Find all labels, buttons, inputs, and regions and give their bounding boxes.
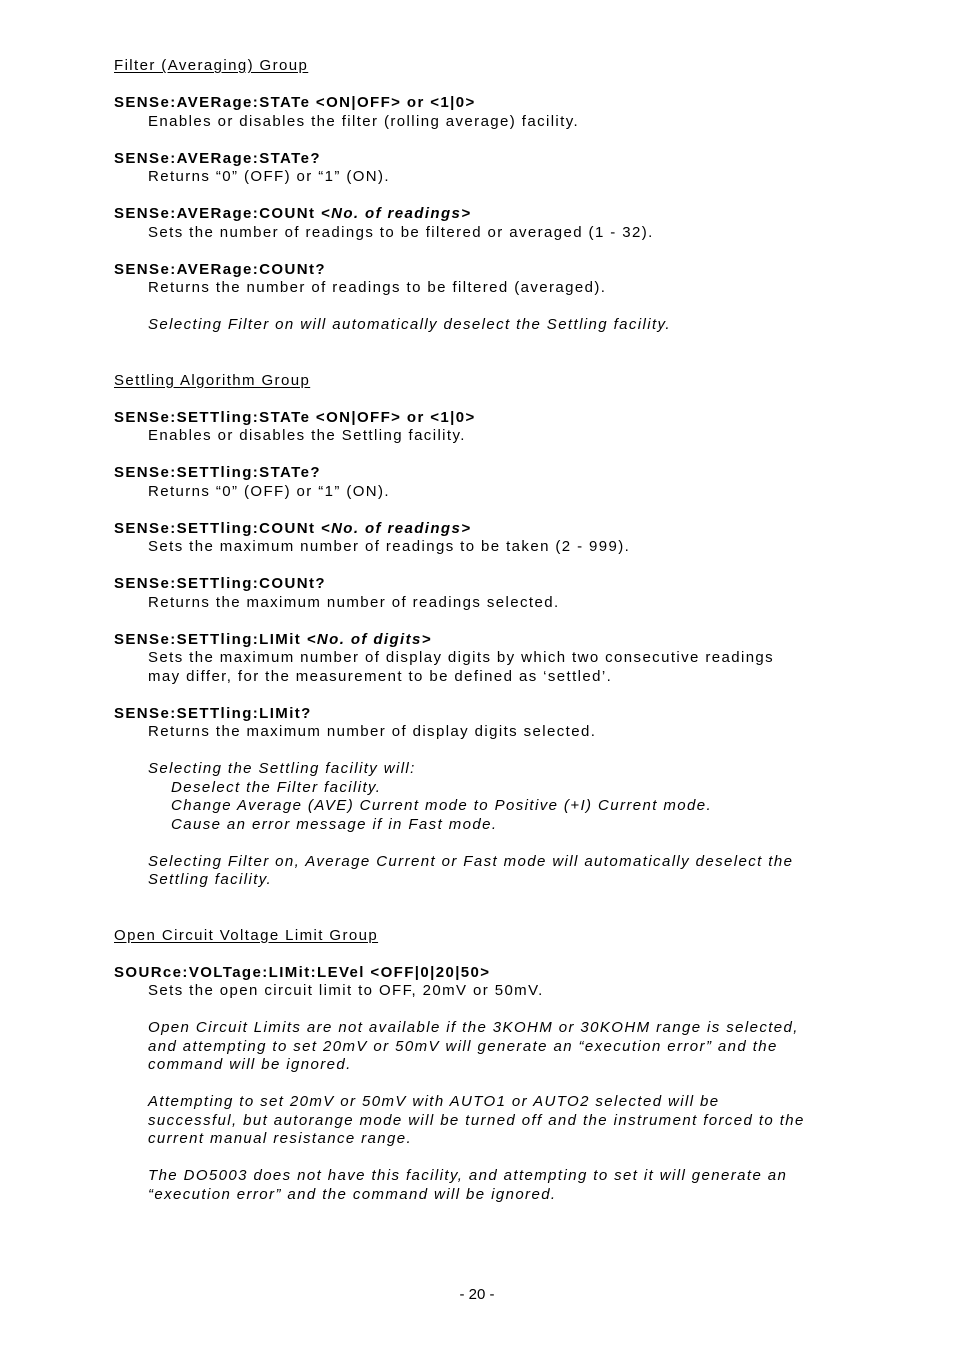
- command-name: SENSe:SETTling:STATe <ON|OFF> or <1|0>: [114, 408, 476, 426]
- note-line: successful, but autorange mode will be turned off and the instrument forced to the: [148, 1111, 805, 1129]
- note: [114, 760, 874, 834]
- command-entry: [114, 94, 874, 131]
- command-name: SENSe:SETTling:LIMit <No. of digits>: [114, 630, 432, 648]
- command-entry: [114, 964, 874, 1001]
- command-name: SENSe:SETTling:COUNt <No. of readings>: [114, 519, 472, 537]
- command-name: SENSe:SETTling:STATe?: [114, 464, 321, 481]
- command-description: Sets the number of readings to be filtered or averaged (1 - 32).: [148, 223, 654, 241]
- command-entry: [114, 705, 874, 742]
- command-description: Returns the maximum number of display digits selected.: [148, 723, 597, 740]
- note: [114, 316, 874, 335]
- note: [114, 1167, 874, 1204]
- description-line: Sets the maximum number of display digits by which two consecutive readings: [148, 649, 775, 666]
- command-entry: [114, 575, 874, 612]
- note-line: Attempting to set 20mV or 50mV with AUTO1 or AUTO2 selected will be: [148, 1093, 720, 1110]
- command-name: SOURce:VOLTage:LIMit:LEVel <OFF|0|20|50>: [114, 963, 491, 981]
- note-line: Open Circuit Limits are not available if the 3KOHM or 30KOHM range is selected,: [148, 1019, 799, 1036]
- command-entry: [114, 150, 874, 187]
- note: [114, 853, 874, 890]
- command-description: Enables or disables the Settling facility.: [148, 427, 466, 444]
- command-entry: [114, 464, 874, 501]
- command-name: SENSe:AVERage:COUNt?: [114, 260, 326, 278]
- command-entry: [114, 261, 874, 298]
- command-entry: [114, 205, 874, 242]
- page-number: - 20 -: [459, 1286, 495, 1303]
- note: [114, 1093, 874, 1149]
- command-description: Sets the maximum number of readings to be taken (2 - 999).: [148, 538, 631, 555]
- command-entry: [114, 409, 874, 446]
- group-spacer: [114, 908, 874, 927]
- note-line: The DO5003 does not have this facility, and attempting to set it will generate an: [148, 1167, 788, 1184]
- note-line: Selecting Filter on will automatically deselect the Settling facility.: [148, 316, 671, 333]
- command-description: [114, 649, 874, 686]
- note-line: Selecting Filter on, Average Current or Fast mode will automatically deselect the: [148, 852, 794, 870]
- note-subitem: Change Average (AVE) Current mode to Positive (+I) Current mode.: [171, 797, 713, 814]
- command-description: Returns the maximum number of readings selected.: [148, 593, 560, 611]
- page-content: [114, 57, 874, 1223]
- command-entry: [114, 520, 874, 557]
- command-name: SENSe:AVERage:STATe <ON|OFF> or <1|0>: [114, 94, 476, 111]
- note-subitem: Deselect the Filter facility.: [171, 778, 382, 796]
- command-name: SENSe:SETTling:COUNt?: [114, 575, 326, 592]
- note-line: command will be ignored.: [148, 1056, 352, 1073]
- filter-group-heading: Filter (Averaging) Group: [114, 57, 309, 74]
- command-name: SENSe:AVERage:STATe?: [114, 149, 321, 167]
- open-circuit-group-heading: Open Circuit Voltage Limit Group: [114, 926, 379, 944]
- note-line: Settling facility.: [148, 871, 273, 888]
- command-description: Returns “0” (OFF) or “1” (ON).: [148, 482, 391, 500]
- note-line: “execution error” and the command will be ignored.: [148, 1185, 557, 1203]
- group-spacer: [114, 353, 874, 372]
- note-line: Selecting the Settling facility will:: [148, 760, 416, 777]
- command-description: Returns “0” (OFF) or “1” (ON).: [148, 168, 391, 185]
- command-name: SENSe:AVERage:COUNt <No. of readings>: [114, 205, 472, 222]
- command-name: SENSe:SETTling:LIMit?: [114, 704, 312, 722]
- command-description: Enables or disables the filter (rolling average) facility.: [148, 112, 580, 130]
- command-entry: [114, 631, 874, 687]
- note-line: and attempting to set 20mV or 50mV will generate an “execution error” and the: [148, 1037, 778, 1055]
- note-subitem: Cause an error message if in Fast mode.: [171, 815, 498, 833]
- command-description: Returns the number of readings to be filtered (averaged).: [148, 279, 607, 296]
- note-line: current manual resistance range.: [148, 1130, 413, 1147]
- command-description: Sets the open circuit limit to OFF, 20mV or 50mV.: [148, 982, 544, 999]
- description-line: may differ, for the measurement to be defined as ‘settled’.: [148, 667, 613, 685]
- note: [114, 1019, 874, 1075]
- settling-group-heading: Settling Algorithm Group: [114, 371, 311, 389]
